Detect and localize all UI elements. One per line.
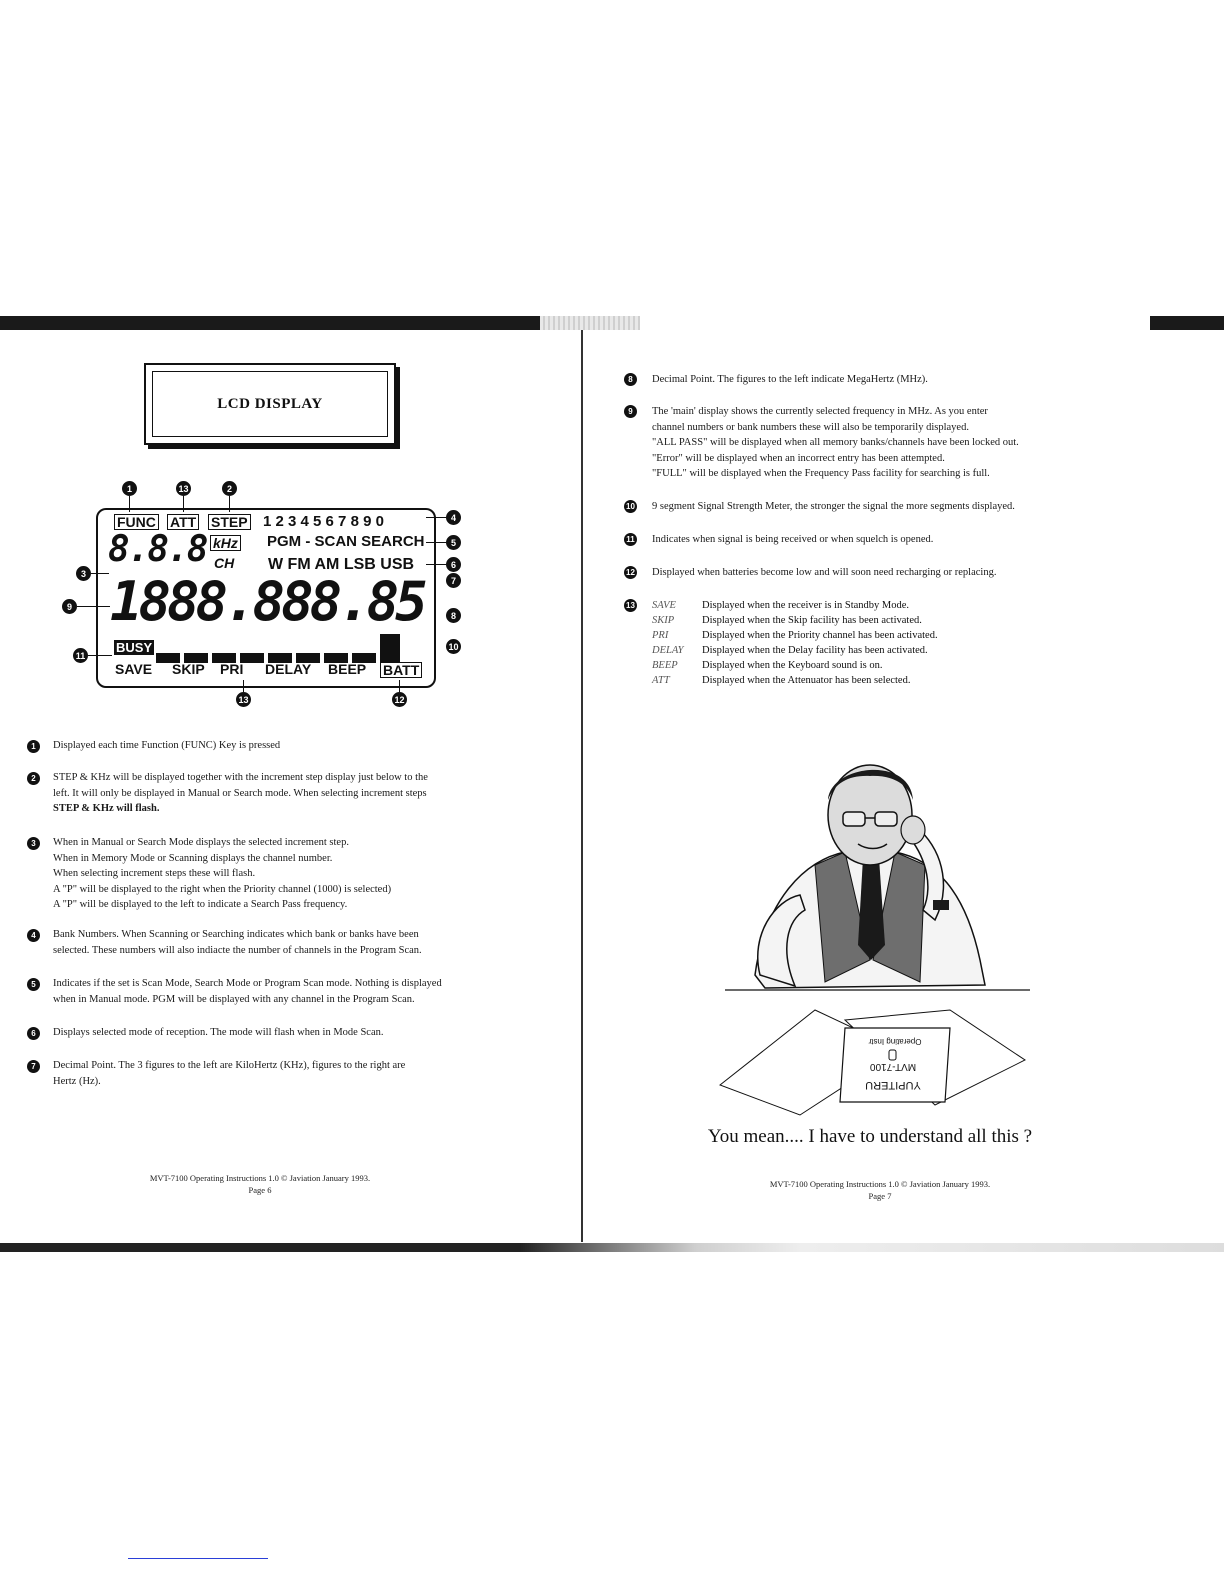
desc-delay: Displayed when the Delay facility has been activated. (702, 645, 928, 656)
scan-white-gap (640, 316, 1150, 330)
callout-2: 2 (222, 481, 237, 496)
item-8-text: Decimal Point. The figures to the left indicate MegaHertz (MHz). (652, 374, 928, 385)
lcd-bank-numbers: 1 2 3 4 5 6 7 8 9 0 (263, 513, 384, 530)
callout-4: 4 (446, 510, 461, 525)
desc-save: Displayed when the receiver is in Standby Mode. (702, 600, 910, 611)
confused-man-illustration (695, 760, 1040, 1120)
scan-bottom-edge (0, 1243, 1224, 1252)
lcd-beep: BEEP (328, 661, 367, 677)
desc-skip: Displayed when the Skip facility has been activated. (702, 615, 922, 626)
item-number: 2 (27, 772, 40, 785)
item-number: 5 (27, 978, 40, 991)
lcd-scan-modes: PGM - SCAN SEARCH (267, 533, 425, 550)
item-11-text: Indicates when signal is being received or when squelch is opened. (652, 534, 934, 545)
paper-text-3: Operating Instr (868, 1037, 922, 1046)
item-number: 6 (27, 1027, 40, 1040)
item-number: 8 (624, 373, 637, 386)
item-number: 10 (624, 500, 637, 513)
callout-10: 10 (446, 639, 461, 654)
item-number: 3 (27, 837, 40, 850)
scan-top-edge (0, 316, 1224, 330)
item-2-text: STEP & KHz will be displayed together with the increment step display just below to the left. It will only be displayed in Manual or Search mode. When selecting increment steps STEP & KHz will flash. (53, 772, 428, 814)
desc-pri: Displayed when the Priority channel has been activated. (702, 630, 938, 641)
item-5-text: Indicates if the set is Scan Mode, Search Mode or Program Scan mode. Nothing is displayed when in Manual mode. PGM will be displayed with any channel in the Program Scan. (53, 978, 442, 1005)
callout-9: 9 (62, 599, 77, 614)
item-number: 1 (27, 740, 40, 753)
item-3-text: When in Manual or Search Mode displays the selected increment step. When in Memory Mode or Scanning displays the channel number. When selecting increment steps these will flash. A "P" will be displayed to the right when the Priority channel (1000) is selected) A "P" will be displayed to the left to indicate a Search Pass frequency. (53, 837, 392, 910)
right-footer: MVT-7100 Operating Instructions 1.0 © Javiation January 1993. Page 7 (769, 1179, 991, 1201)
lcd-func: FUNC (114, 514, 159, 530)
lcd-att: ATT (167, 514, 199, 530)
callout-6: 6 (446, 557, 461, 572)
lcd-delay: DELAY (265, 661, 312, 677)
paper-text-1: YUPITERU (865, 1079, 921, 1091)
item-number: 7 (27, 1060, 40, 1073)
page-title: LCD DISPLAY (152, 371, 388, 437)
item-9-text: The 'main' display shows the currently selected frequency in MHz. As you enter channel numbers or bank numbers these will also be temporarily displayed. "ALL PASS" will be displayed when all memory banks/channels have been locked out. "Error" will be displayed when an incorrect entry has been attempted. "FULL" will be displayed when the Frequency Pass facility for searching is full. (652, 406, 1019, 479)
item-7-text: Decimal Point. The 3 figures to the left are KiloHertz (KHz), figures to the right are Hertz (Hz). (53, 1060, 406, 1087)
callout-7: 7 (446, 573, 461, 588)
lcd-batt: BATT (380, 662, 422, 678)
callout-1: 1 (122, 481, 137, 496)
signal-meter-segment (380, 634, 400, 663)
item-number: 11 (624, 533, 637, 546)
paper-text-2: MVT-7100 (869, 1061, 917, 1072)
item-number: 12 (624, 566, 637, 579)
desc-beep: Displayed when the Keyboard sound is on. (702, 660, 883, 671)
lcd-main-digits: 1888.888.85 (110, 570, 424, 633)
item-6-text: Displays selected mode of reception. The mode will flash when in Mode Scan. (53, 1027, 384, 1038)
label-save: SAVE (652, 600, 676, 611)
item-10-text: 9 segment Signal Strength Meter, the stronger the signal the more segments displayed. (652, 501, 1015, 512)
label-delay: DELAY (652, 645, 684, 656)
callout-13-top: 13 (176, 481, 191, 496)
label-att: ATT (652, 675, 670, 686)
item-12-text: Displayed when batteries become low and will soon need recharging or replacing. (652, 567, 997, 578)
label-skip: SKIP (652, 615, 675, 626)
callout-5: 5 (446, 535, 461, 550)
callout-3: 3 (76, 566, 91, 581)
lcd-save: SAVE (115, 661, 153, 677)
blue-rule (128, 1558, 268, 1559)
lcd-busy: BUSY (116, 640, 153, 655)
item-1-text: Displayed each time Function (FUNC) Key is pressed (53, 740, 281, 751)
signal-meter-segment (240, 653, 264, 663)
item-number: 9 (624, 405, 637, 418)
lcd-khz: kHz (210, 535, 241, 551)
callout-12: 12 (392, 692, 407, 707)
lcd-step: STEP (208, 514, 251, 530)
callout-13-bottom: 13 (236, 692, 251, 707)
item-number: 4 (27, 929, 40, 942)
page-gutter (581, 330, 583, 1242)
lcd-step-digits: 8.8.8 (108, 529, 207, 570)
lcd-pri: PRI (220, 661, 244, 677)
label-beep: BEEP (652, 660, 678, 671)
lcd-skip: SKIP (172, 661, 205, 677)
left-footer: MVT-7100 Operating Instructions 1.0 © Javiation January 1993. Page 6 (149, 1173, 371, 1195)
desc-att: Displayed when the Attenuator has been selected. (702, 675, 911, 686)
scan-gap (540, 316, 640, 330)
lcd-display-title-box (144, 363, 396, 445)
callout-8: 8 (446, 608, 461, 623)
item-number: 13 (624, 599, 637, 612)
label-pri: PRI (652, 630, 669, 641)
callout-11: 11 (73, 648, 88, 663)
lcd-ch: CH (214, 555, 235, 571)
lcd-rx-modes: W FM AM LSB USB (268, 556, 415, 573)
item-4-text: Bank Numbers. When Scanning or Searching indicates which bank or banks have been selected. These numbers will also indiacte the number of channels in the Program Scan. (53, 929, 422, 956)
cartoon-caption: You mean.... I have to understand all this ? (707, 1126, 1033, 1147)
